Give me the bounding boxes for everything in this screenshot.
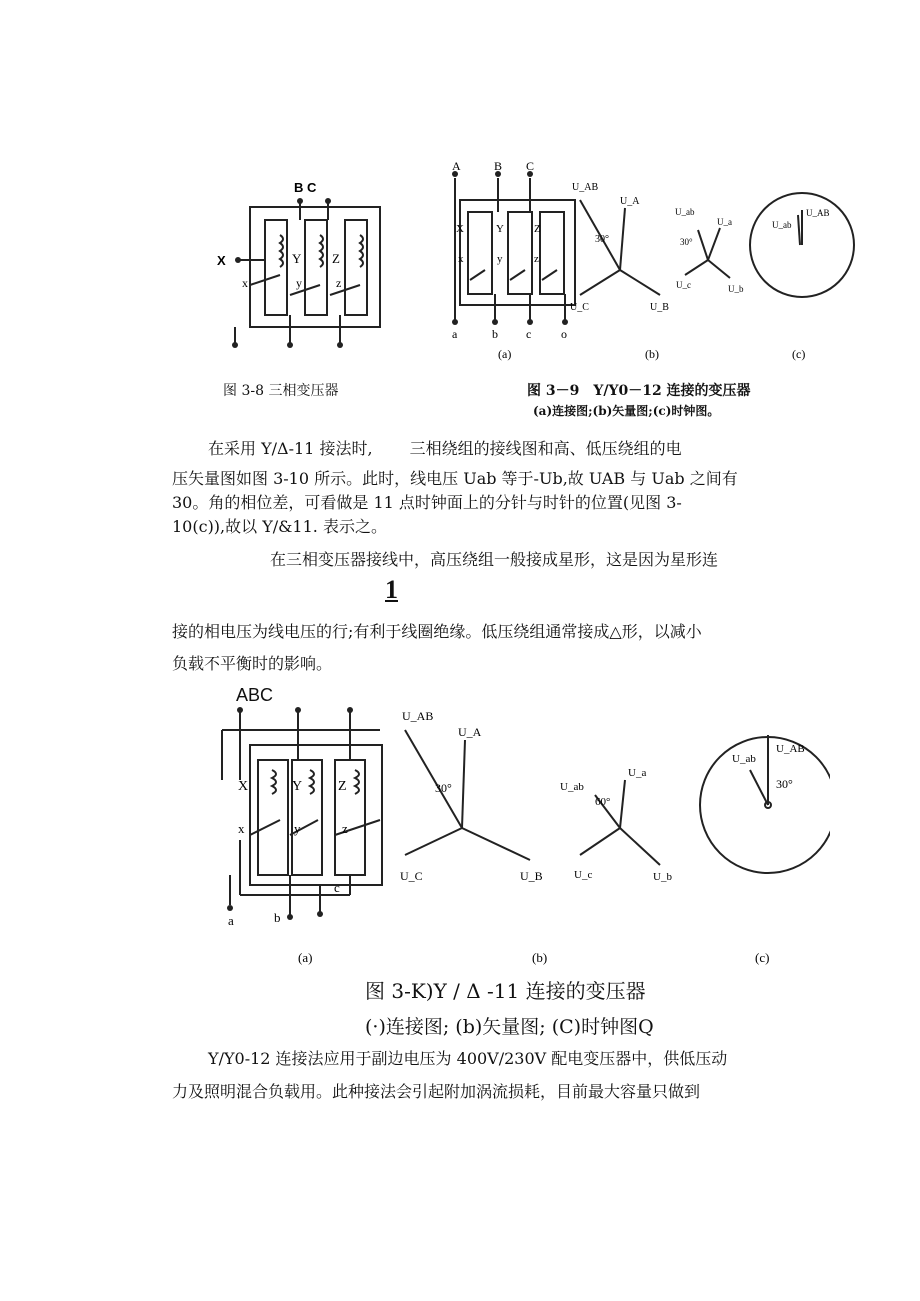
vector-label-ub-upper: U_B: [650, 302, 669, 313]
paragraph1-line4: 10(c)),故以 Y/&11. 表示之。: [172, 517, 387, 536]
paragraph1-line1: 在采用 Y/Δ-11 接法时, 三相绕组的接线图和高、低压绕组的电: [208, 439, 682, 458]
winding-label-Z: Z: [332, 251, 340, 266]
figure-3-8-diagram: [210, 175, 410, 355]
winding-X: X: [238, 779, 249, 794]
winding-label-y: y: [296, 276, 302, 290]
page-number: 1: [385, 575, 398, 604]
winding-X: X: [456, 223, 464, 235]
angle-label-30: 30°: [435, 781, 452, 795]
label-bc: B C: [294, 180, 317, 195]
terminal-a: a: [452, 327, 458, 341]
winding-z: z: [534, 253, 539, 265]
vector-label-uc-upper: U_C: [570, 302, 589, 313]
vector-label-uc-lower: U_c: [574, 869, 593, 881]
winding-label-z: z: [336, 276, 342, 290]
vector-label-uab-lower: U_ab: [675, 207, 695, 217]
paragraph2-line3: 负载不平衡时的影响。: [172, 654, 333, 673]
clock-label-uab: U_ab: [732, 753, 756, 765]
terminal-c: c: [526, 327, 532, 341]
terminal-A: A: [452, 160, 461, 173]
winding-Z: Z: [534, 223, 541, 235]
vector-label-uc: U_C: [400, 869, 423, 883]
vector-label-ua-lower: U_a: [717, 217, 732, 227]
subfig-b: (b): [645, 347, 659, 361]
terminal-B: B: [494, 160, 503, 173]
figure-3-9-caption: 图 3－9 Y/Y0－12 连接的变压器: [527, 383, 751, 399]
clock-label-uab: U_ab: [772, 220, 792, 230]
winding-x: x: [238, 821, 245, 836]
paragraph2-line2: 接的相电压为线电压的行;有利于线圈绝缘。低压绕组通常接成△形，以减小: [172, 622, 702, 641]
terminal-c: c: [334, 880, 340, 895]
vector-label-ub: U_B: [520, 869, 543, 883]
vector-label-ub-lower: U_b: [653, 871, 672, 883]
winding-label-Y: Y: [292, 251, 302, 266]
vector-label-ua-lower: U_a: [628, 767, 647, 779]
paragraph1-line2: 压矢量图如图 3-10 所示。此时，线电压 Uab 等于-Ub,故 UAB 与 Uab 之间有: [172, 469, 738, 488]
vector-label-uab-upper: U_AB: [572, 182, 599, 193]
vector-label-uab: U_AB: [402, 709, 434, 723]
figure-3-10-diagram: [210, 700, 830, 975]
winding-x: x: [458, 253, 464, 265]
terminal-b: b: [492, 327, 498, 341]
vector-label-ua-upper: U_A: [620, 196, 640, 207]
clock-angle-30: 30°: [776, 777, 793, 791]
terminal-o: o: [561, 327, 567, 341]
paragraph1-line3: 30。角的相位差，可看做是 11 点时钟面上的分针与时针的位置(见图 3-: [172, 493, 682, 512]
winding-y: y: [294, 821, 301, 836]
subfig-c: (c): [792, 347, 806, 361]
clock-label-UAB: U_AB: [776, 743, 805, 755]
winding-Y: Y: [292, 779, 303, 794]
winding-y: y: [497, 253, 503, 265]
subfig-b: (b): [532, 950, 548, 965]
paragraph3-line1: Y/Y0-12 连接法应用于副边电压为 400V/230V 配电变压器中，供低压动: [208, 1049, 728, 1068]
vector-label-uc-lower: U_c: [676, 280, 691, 290]
vector-label-uab-lower: U_ab: [560, 781, 584, 793]
winding-Z: Z: [338, 779, 347, 794]
figure-3-10-subcaption: (·)连接图; (b)矢量图; (C)时钟图Q: [365, 1016, 654, 1038]
clock-label-UAB: U_AB: [806, 208, 830, 218]
subfig-c: (c): [755, 950, 770, 965]
winding-Y: Y: [496, 223, 504, 235]
label-x: X: [217, 253, 226, 268]
winding-z: z: [342, 821, 348, 836]
figure-3-9-diagram: [440, 160, 860, 370]
figure-3-10-label-abc: ABC: [236, 685, 274, 705]
winding-label-x: x: [242, 276, 248, 290]
vector-label-ub-lower: U_b: [728, 284, 744, 294]
figure-3-8-caption: 图 3-8 三相变压器: [223, 383, 339, 399]
subfig-a: (a): [298, 950, 313, 965]
angle-label-30-lower: 30°: [680, 237, 693, 247]
terminal-C: C: [526, 160, 535, 173]
paragraph2-line1: 在三相变压器接线中，高压绕组一般接成星形，这是因为星形连: [270, 550, 719, 569]
paragraph3-line2: 力及照明混合负载用。此种接法会引起附加涡流损耗，目前最大容量只做到: [172, 1082, 701, 1101]
vector-label-ua: U_A: [458, 725, 482, 739]
figure-3-9-subcaption: (a)连接图;(b)矢量图;(c)时钟图。: [533, 404, 720, 418]
terminal-b: b: [274, 910, 281, 925]
angle-label-30: 30°: [595, 234, 609, 245]
subfig-a: (a): [498, 347, 512, 361]
terminal-a: a: [228, 913, 234, 928]
figure-3-10-caption: 图 3-K)Y / Δ -11 连接的变压器: [365, 979, 646, 1003]
angle-label-60: 60°: [595, 796, 611, 808]
